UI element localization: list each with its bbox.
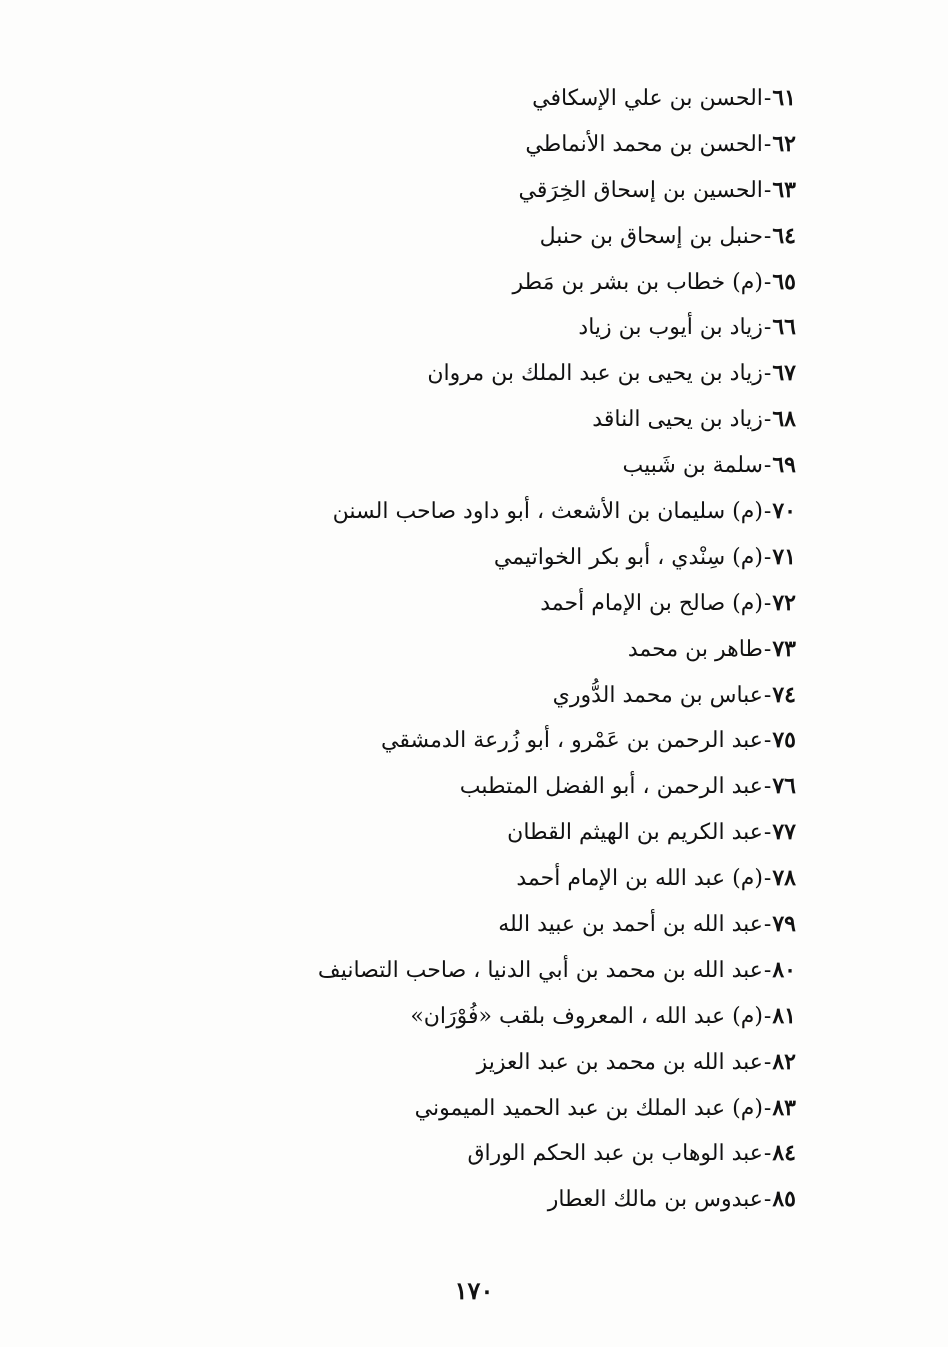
entry-number: ٦٨: [772, 406, 796, 433]
list-item: [156, 1086, 796, 1132]
list-item: [156, 168, 796, 214]
entry-number: ٦٤: [772, 222, 796, 249]
entry-number: ٨٠: [772, 956, 796, 983]
entry-separator: -: [763, 957, 772, 983]
entry-separator: -: [763, 728, 772, 754]
entry-number: ٧٩: [772, 911, 796, 938]
entry-separator: -: [763, 682, 772, 708]
entry-separator: -: [763, 499, 772, 525]
entry-number: ٨٣: [772, 1094, 796, 1121]
entry-number: ٨٢: [772, 1048, 796, 1075]
entry-text: سلمة بن شَبيب: [622, 453, 763, 479]
entry-text: الحسين بن إسحاق الخِرَقي: [518, 177, 763, 203]
list-item: [156, 627, 796, 673]
entry-separator: -: [763, 544, 772, 570]
entry-separator: -: [763, 361, 772, 387]
entry-text: الحسن بن علي الإسكافي: [532, 86, 763, 111]
entry-separator: -: [763, 223, 772, 249]
entry-number: ٧٧: [772, 819, 796, 846]
entry-number: ٦٢: [772, 130, 796, 157]
entry-separator: -: [763, 1187, 772, 1213]
entry-number: ٧١: [772, 543, 796, 570]
list-item: [156, 489, 796, 535]
entry-text: (م) عبد الله ، المعروف بلقب «فُوْرَان»: [410, 1003, 763, 1029]
entry-text: عبد الرحمن ، أبو الفضل المتطبب: [459, 774, 763, 800]
entry-separator: -: [763, 1049, 772, 1075]
list-item: [156, 673, 796, 719]
entry-text: عبد الرحمن بن عَمْرو ، أبو زُرعة الدمشقي: [381, 728, 763, 754]
entries-list: [156, 76, 796, 1223]
entry-number: ٨١: [772, 1002, 796, 1029]
entry-separator: -: [763, 866, 772, 892]
entry-number: ٦٩: [772, 452, 796, 479]
entry-number: ٧٣: [772, 635, 796, 662]
list-item: [156, 535, 796, 581]
entry-number: ٦٥: [772, 268, 796, 295]
entry-number: ٦٧: [772, 360, 796, 387]
entry-text: زياد بن يحيى بن عبد الملك بن مروان: [427, 361, 763, 387]
entry-text: عبد الكريم بن الهيثم القطان: [507, 820, 763, 846]
entry-separator: -: [763, 636, 772, 662]
list-item: [156, 948, 796, 994]
entry-text: حنبل بن إسحاق بن حنبل: [539, 223, 763, 249]
entry-number: ٧٨: [772, 865, 796, 892]
entry-text: عبد الله بن محمد بن أبي الدنيا ، صاحب التصانيف: [317, 957, 763, 983]
entry-number: ٦١: [772, 85, 796, 111]
list-item: [156, 1040, 796, 1086]
list-item: [156, 1131, 796, 1177]
entry-number: ٧٤: [772, 681, 796, 708]
entry-separator: -: [763, 177, 772, 203]
entry-number: ٦٦: [772, 314, 796, 341]
list-item: [156, 351, 796, 397]
list-item: [156, 122, 796, 168]
list-item: [156, 581, 796, 627]
list-item: [156, 1177, 796, 1223]
entry-text: عباس بن محمد الدُّوري: [552, 682, 763, 708]
list-item: [156, 305, 796, 351]
entry-separator: -: [763, 315, 772, 341]
page-number: ١٧٠: [454, 1276, 494, 1305]
entry-number: ٧٦: [772, 773, 796, 800]
entry-separator: -: [763, 453, 772, 479]
entry-text: الحسن بن محمد الأنماطي: [525, 131, 763, 157]
entry-separator: -: [763, 131, 772, 157]
entry-text: عبدوس بن مالك العطار: [547, 1187, 763, 1213]
list-item: [156, 902, 796, 948]
list-item: [156, 718, 796, 764]
list-item: [156, 994, 796, 1040]
entry-separator: -: [763, 820, 772, 846]
entry-text: (م) صالح بن الإمام أحمد: [540, 590, 763, 616]
entry-text: عبد الوهاب بن عبد الحكم الوراق: [467, 1141, 763, 1167]
list-item: [156, 76, 796, 122]
list-item: [156, 856, 796, 902]
entry-separator: -: [763, 407, 772, 433]
entry-separator: -: [763, 590, 772, 616]
entry-separator: -: [763, 269, 772, 295]
list-item: [156, 810, 796, 856]
entry-text: (م) سِنْدي ، أبو بكر الخواتيمي: [493, 544, 763, 570]
entry-separator: -: [763, 1095, 772, 1121]
entry-number: ٨٥: [772, 1186, 796, 1213]
entry-number: ٧٢: [772, 589, 796, 616]
entry-separator: -: [763, 1141, 772, 1167]
entry-separator: -: [763, 86, 772, 111]
list-item: [156, 443, 796, 489]
entry-number: ٨٤: [772, 1140, 796, 1167]
entry-separator: -: [763, 774, 772, 800]
list-item: [156, 764, 796, 810]
entry-text: زياد بن يحيى الناقد: [592, 407, 763, 433]
entry-number: ٦٣: [772, 176, 796, 203]
entry-text: عبد الله بن أحمد بن عبيد الله: [498, 912, 763, 938]
list-item: [156, 397, 796, 443]
entry-separator: -: [763, 912, 772, 938]
entry-separator: -: [763, 1003, 772, 1029]
entry-text: زياد بن أيوب بن زياد: [578, 315, 763, 341]
entry-text: (م) خطاب بن بشر بن مَطر: [512, 269, 763, 295]
entry-number: ٧٥: [772, 727, 796, 754]
entry-text: (م) عبد الملك بن عبد الحميد الميموني: [414, 1095, 763, 1121]
list-item: [156, 260, 796, 306]
list-item: [156, 214, 796, 260]
entry-text: عبد الله بن محمد بن عبد العزيز: [476, 1049, 763, 1075]
entry-text: (م) سليمان بن الأشعث ، أبو داود صاحب السنن: [332, 499, 763, 525]
entry-text: (م) عبد الله بن الإمام أحمد: [516, 866, 763, 892]
entry-number: ٧٠: [772, 498, 796, 525]
entry-text: طاهر بن محمد: [627, 636, 763, 662]
